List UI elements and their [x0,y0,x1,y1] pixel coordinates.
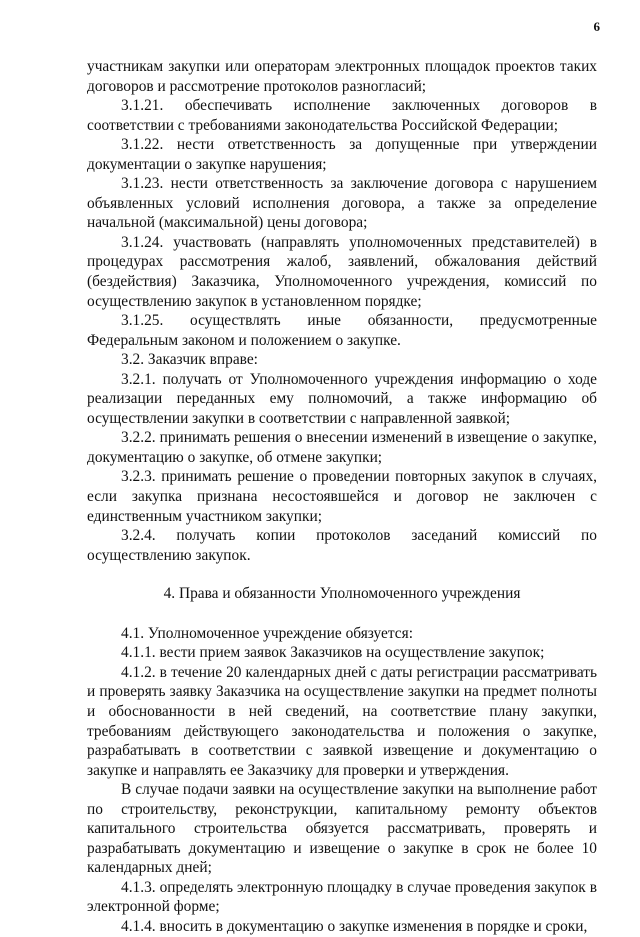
paragraph-4-1-3: 4.1.3. определять электронную площадку в случае проведения закупок в электронной форме; [87,878,597,916]
paragraph-3-1-22: 3.1.22. нести ответственность за допущенные при утверждении документации о закупке нарушения; [87,136,597,173]
paragraph-3-1-23: 3.1.23. нести ответственность за заключение договора с нарушением объявленных условий исполнения договора, а также за определение начальной (максимальной) цены договора; [87,175,597,232]
section-heading: 4. Права и обязанности Уполномоченного учреждения [163,585,521,603]
paragraph-3-1-24: 3.1.24. участвовать (направлять уполномоченных представителей) в процедурах рассмотрения жалоб, заявлений, обжалования действий (бездействия) Заказчика, Уполномоченного учреждения, комиссий по осуществлению закупок в установленном порядке; [87,233,597,310]
paragraph-3-2-3: 3.2.3. принимать решение о проведении повторных закупок в случаях, если закупка признана несостоявшейся и договор не заключен с единственным участником закупки; [87,468,597,525]
paragraph-3-2: 3.2. Заказчик вправе: [121,351,258,369]
page-number: 6 [593,19,600,34]
paragraph-4-1: 4.1. Уполномоченное учреждение обязуется: [121,624,413,642]
paragraph-construction-case: В случае подачи заявки на осуществление закупки на выполнение работ по строительству, реконструкции, капитальному ремонту объектов капитального строительства обязуется рассматривать, проверять и разрабатывать документацию и извещение о закупке в срок не более 10 календарных дней; [87,781,597,877]
paragraph-3-2-2: 3.2.2. принимать решения о внесении изменений в извещение о закупке, документацию о закупке, об отмене закупки; [87,429,597,466]
paragraph-3-2-1: 3.2.1. получать от Уполномоченного учреждения информацию о ходе реализации переданных ему полномочий, а также информацию об осуществлении закупки в соответствии с направленной заявкой; [87,370,597,427]
paragraph-4-1-2: 4.1.2. в течение 20 календарных дней с даты регистрации рассматривать и проверять заявку Заказчика на осуществление закупки на предмет полноты и обоснованности в ней сведений, на соответствие плану закупки, требованиям действующего законодательства и положения о закупке, разрабатывать в соответствии с заявкой извещение и документацию о закупке и направлять ее Заказчику для проверки и утверждения. [87,663,597,779]
paragraph-4-1-1: 4.1.1. вести прием заявок Заказчиков на осуществление закупок; [121,644,545,662]
paragraph-3-1-21: 3.1.21. обеспечивать исполнение заключенных договоров в соответствии с требованиями законодательства Российской Федерации; [87,97,597,134]
paragraph-3-1-25: 3.1.25. осуществлять иные обязанности, предусмотренные Федеральным законом и положением о закупке. [87,312,597,349]
document-body [87,57,597,937]
paragraph-continuation: участникам закупки или операторам электронных площадок проектов таких договоров и рассмотрение протоколов разногласий; [87,58,597,95]
paragraph-3-2-4: 3.2.4. получать копии протоколов заседаний комиссий по осуществлению закупок. [87,527,597,564]
paragraph-4-1-4: 4.1.4. вносить в документацию о закупке изменения в порядке и сроки, [121,917,588,935]
